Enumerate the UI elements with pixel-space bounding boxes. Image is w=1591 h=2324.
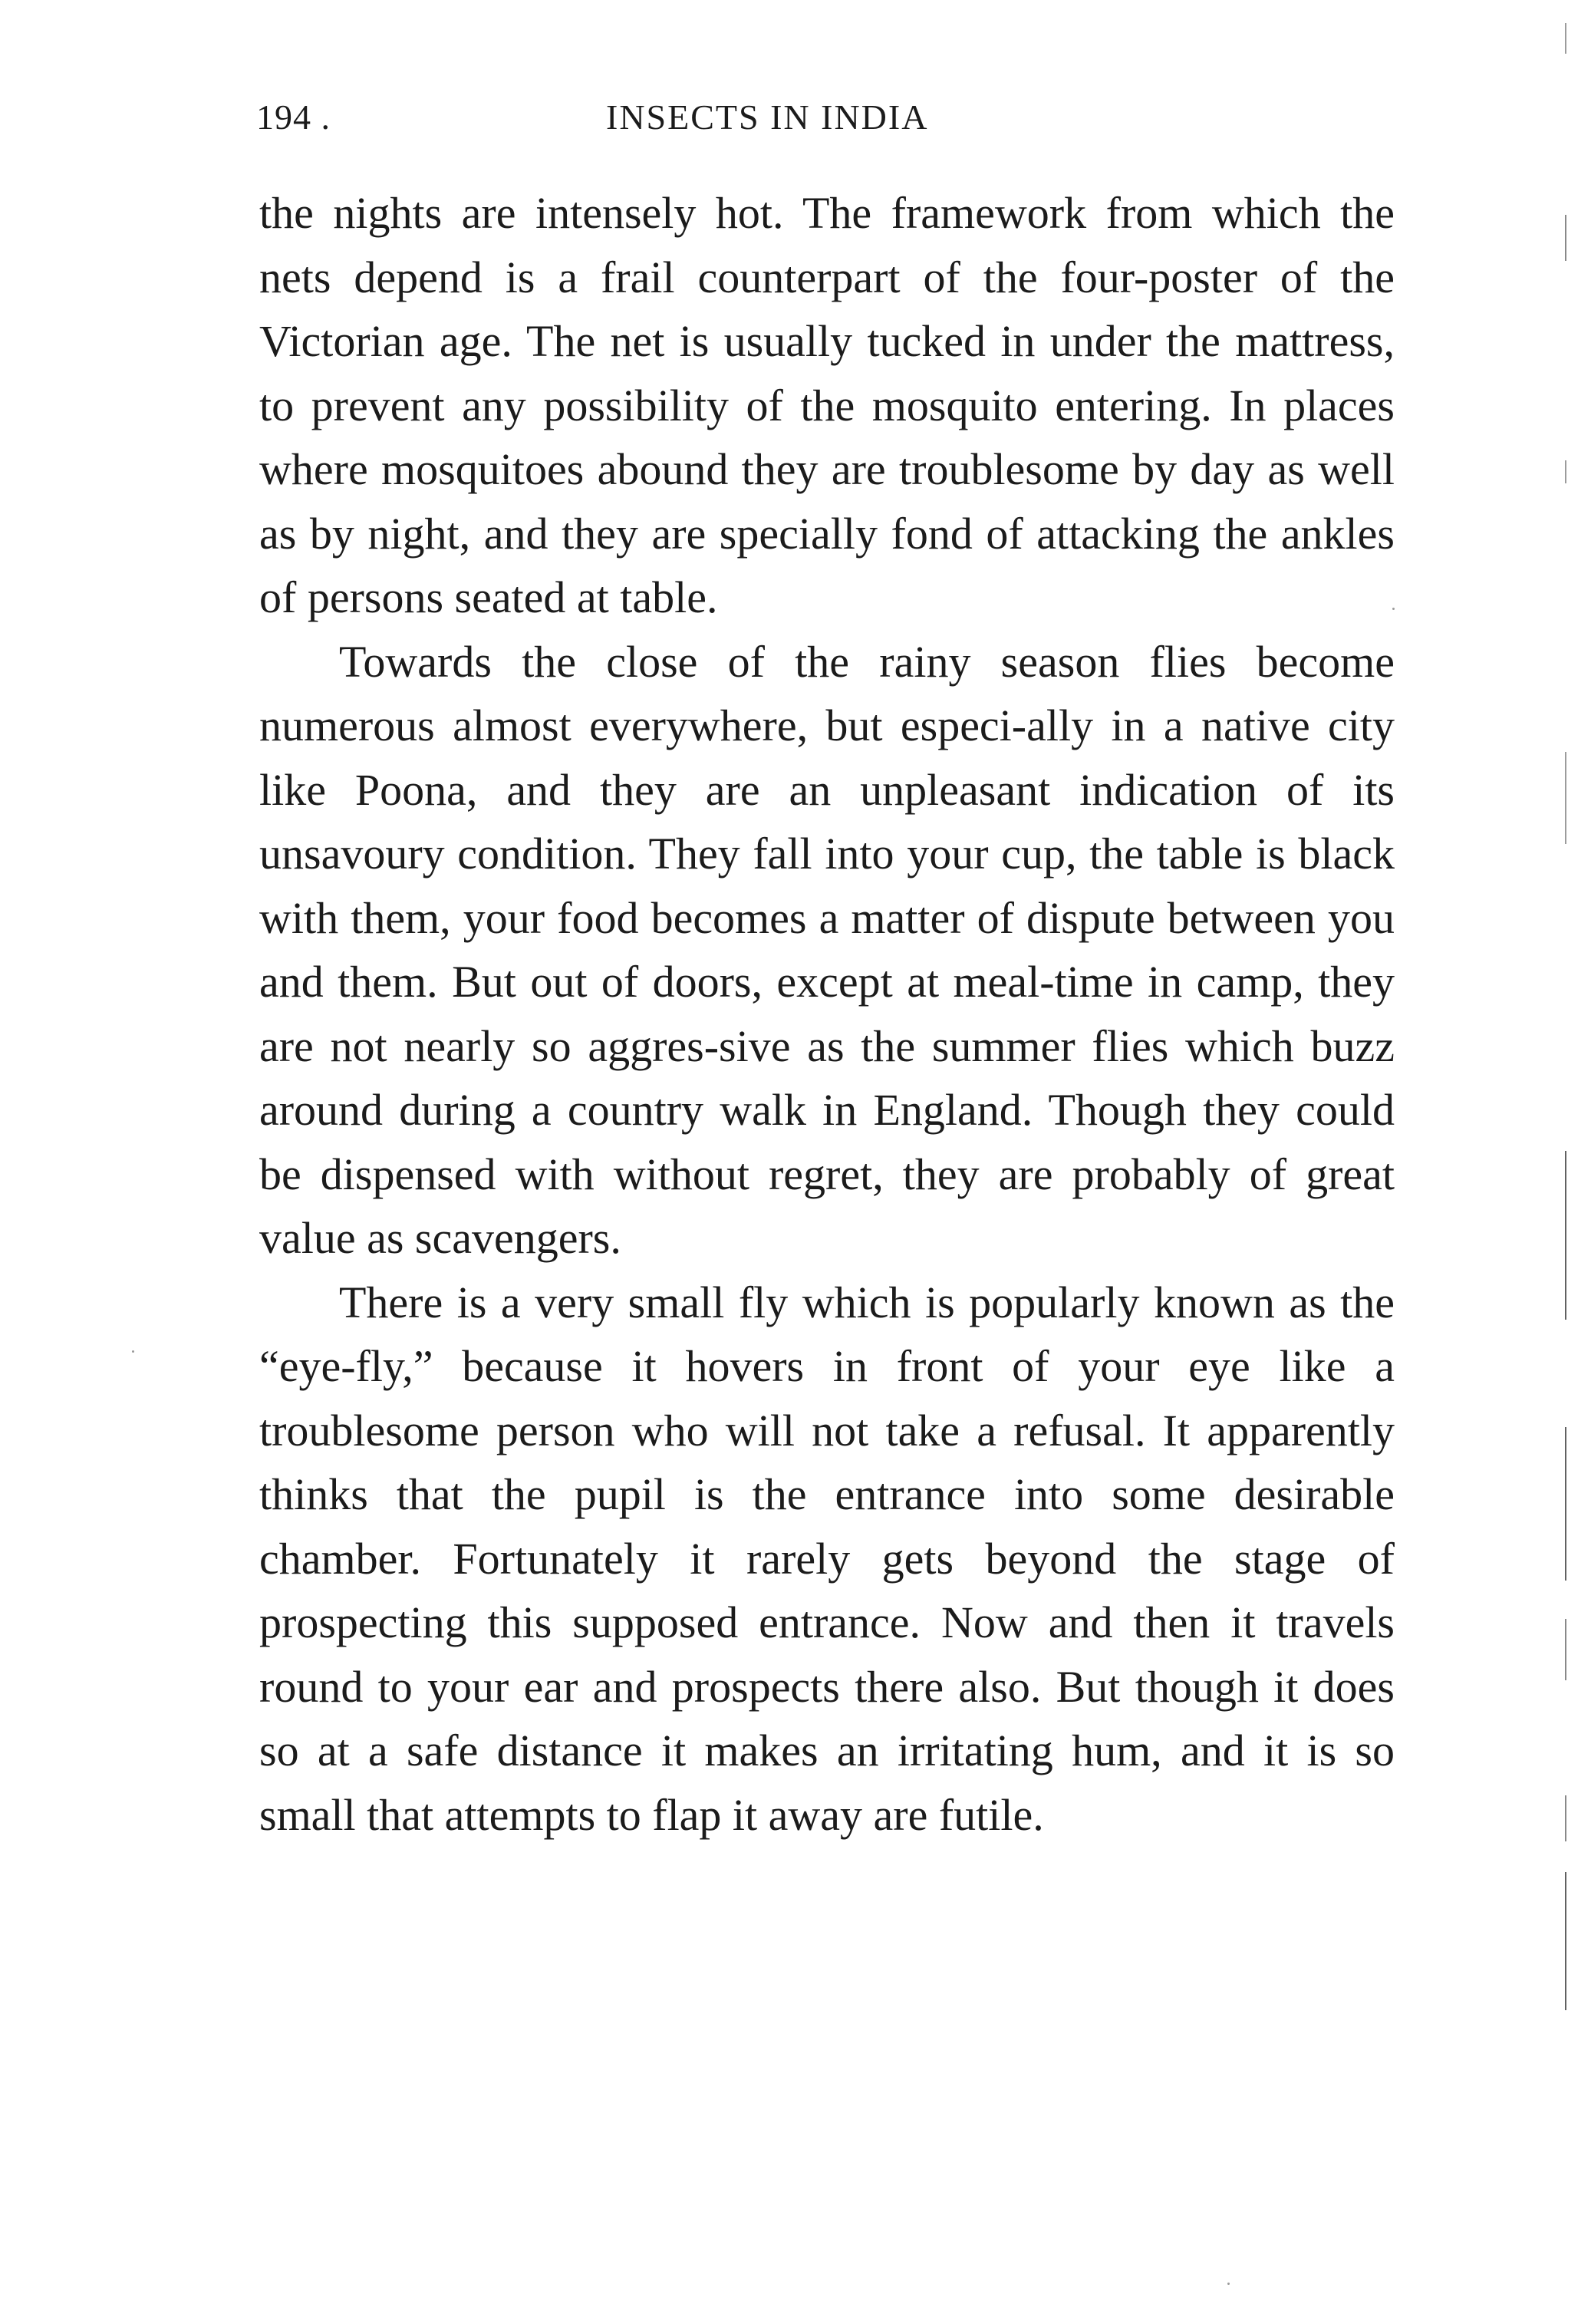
running-title: INSECTS IN INDIA: [606, 97, 929, 137]
edge-mark: [1565, 1619, 1566, 1680]
edge-mark: [1565, 460, 1566, 483]
paragraph-eye-fly: There is a very small fly which is popularly known as the “eye-fly,” because it hovers in front of your eye like a troublesome person who will not take a refusal. It apparently thinks that the pupil is the entrance into some desirable chamber. Fortunately it rarely gets beyond the stage of prospecting this supposed entrance. Now and then it travels round to your ear and prospects there also. But though it does so at a safe distance it makes an irritating hum, and it is so small that attempts to flap it away are futile.: [259, 1277, 1395, 1840]
edge-mark: [1565, 23, 1566, 54]
edge-mark: [1565, 1427, 1566, 1581]
paper-speck: [132, 1350, 134, 1353]
edge-mark: [1565, 752, 1566, 844]
edge-mark: [1565, 1795, 1566, 1841]
edge-mark: [1565, 1151, 1566, 1320]
page-header: [256, 97, 1399, 150]
scan-edge-marks: [1565, 0, 1567, 2324]
paragraph-continued: the nights are intensely hot. The framework from which the nets depend is a frail counterpart of the four-poster of the Victorian age. The net is usually tucked in under the mattress, to prevent any possibility of the mosquito entering. In places where mosquitoes abound they are troublesome by day as well as by night, and they are specially fond of attacking the ankles of persons seated at table.: [259, 188, 1395, 622]
edge-mark: [1565, 1872, 1566, 2010]
edge-mark: [1565, 215, 1566, 261]
page-number-separator: .: [321, 97, 331, 137]
body-text: [259, 181, 1395, 1847]
paragraph-flies: Towards the close of the rainy season flies become numerous almost everywhere, but especi-ally in a native city like Poona, and they are an unpleasant indication of its unsavoury condition. They fall into your cup, the table is black with them, your food becomes a matter of dispute between you and them. But out of doors, except at meal-time in camp, they are not nearly so aggres-sive as the summer flies which buzz around during a country walk in England. Though they could be dispensed with without regret, they are probably of great value as scavengers.: [259, 636, 1395, 1263]
paper-speck: [1392, 608, 1395, 610]
page-number: 194 .: [256, 97, 331, 137]
paper-speck: [1227, 2283, 1230, 2285]
